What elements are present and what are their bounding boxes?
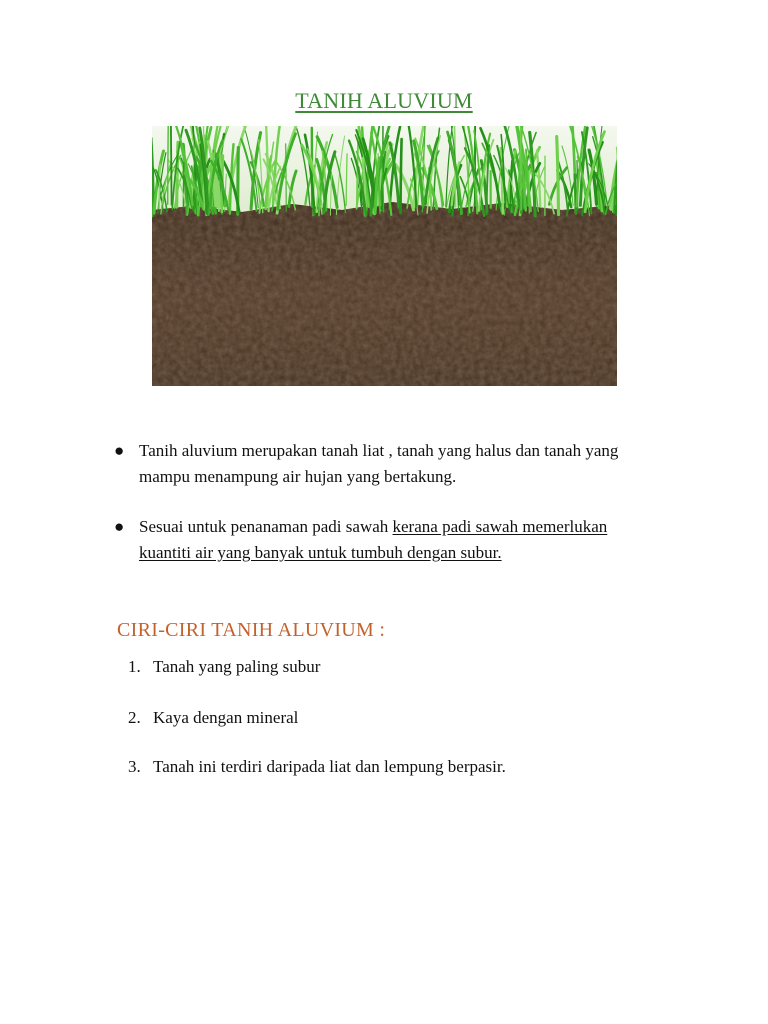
- grass-blade: [557, 137, 559, 215]
- grass-soil-photo: [152, 126, 617, 386]
- grass-blade: [159, 164, 160, 208]
- list-item: [128, 706, 688, 730]
- bullet-list: [112, 438, 652, 590]
- bullet-text-plain: Sesuai untuk penanaman padi sawah: [139, 517, 393, 536]
- list-number: 3.: [128, 757, 141, 776]
- list-item: [128, 755, 688, 779]
- list-text: Kaya dengan mineral: [153, 708, 299, 727]
- bullet-item: [112, 438, 652, 490]
- grass-blade: [520, 126, 521, 210]
- list-text: Tanah yang paling subur: [153, 657, 321, 676]
- bullet-item: [112, 514, 652, 566]
- bullet-icon: ●: [114, 517, 125, 536]
- grass-blade: [168, 126, 169, 204]
- list-text: Tanah ini terdiri daripada liat dan lempung berpasir.: [153, 757, 506, 776]
- section-heading: CIRI-CIRI TANIH ALUVIUM :: [117, 619, 386, 641]
- characteristics-list: [128, 655, 688, 779]
- bullet-text-underlined: kerana padi sawah memerlukan kuantiti air yang banyak untuk tumbuh dengan subur.: [139, 517, 608, 562]
- document-title: TANIH ALUVIUM: [295, 88, 473, 113]
- list-number: 2.: [128, 708, 141, 727]
- grass-blade: [171, 126, 172, 205]
- grass-blade: [575, 175, 576, 214]
- bullet-text: Tanih aluvium merupakan tanah liat , tanah yang halus dan tanah yang mampu menampung air hujan yang bertakung.: [139, 441, 619, 486]
- list-item: [128, 655, 688, 679]
- bullet-icon: ●: [114, 441, 125, 460]
- grass-blade: [401, 139, 402, 213]
- list-number: 1.: [128, 657, 141, 676]
